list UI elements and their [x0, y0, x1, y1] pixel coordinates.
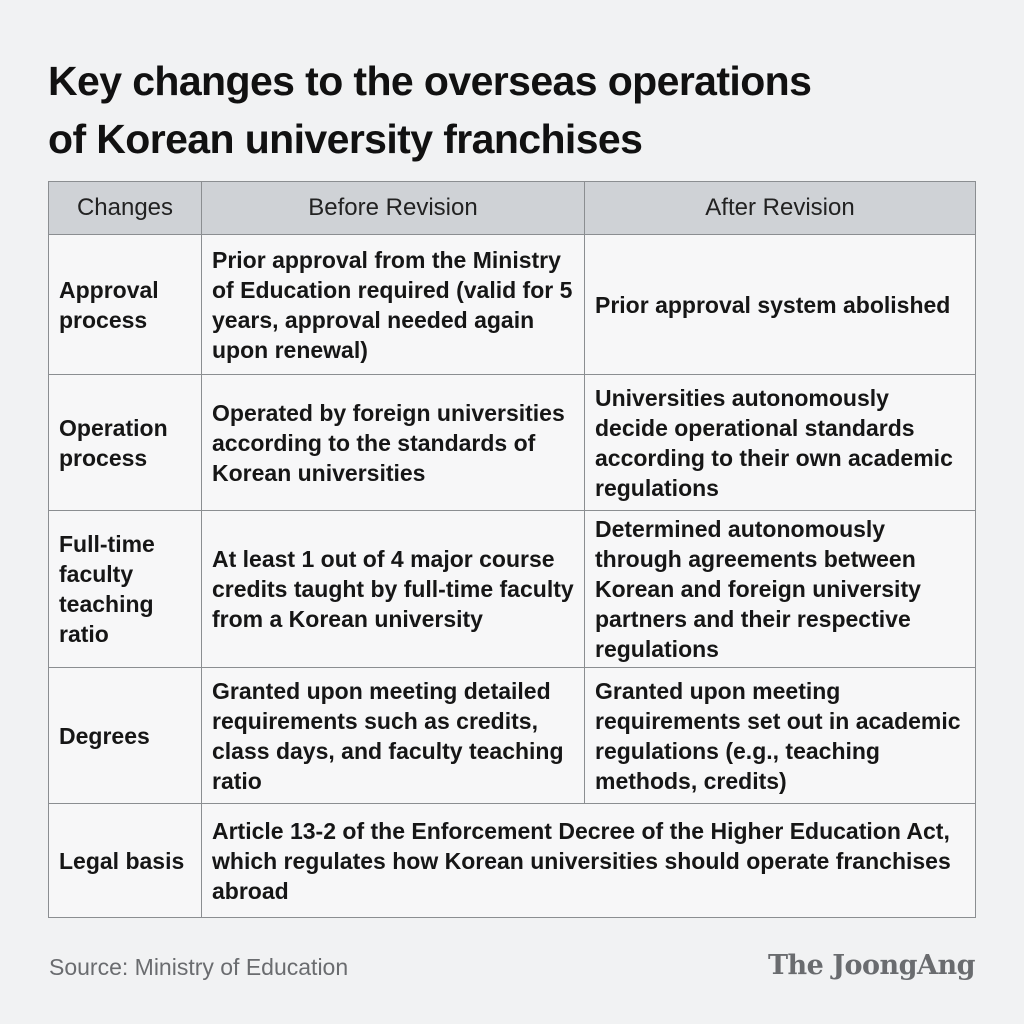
before-cell: Prior approval from the Ministry of Education required (valid for 5 years, approval needed again upon renewal): [202, 235, 585, 375]
changes-table: [48, 181, 976, 918]
page-title: [48, 52, 988, 168]
table-row-faculty-ratio: [49, 511, 976, 668]
before-cell: Granted upon meeting detailed requirements such as credits, class days, and faculty teaching ratio: [202, 668, 585, 804]
header-after-revision: After Revision: [585, 182, 976, 235]
joongang-logo: The JoongAng: [767, 950, 975, 981]
after-cell: Prior approval system abolished: [585, 235, 976, 375]
row-label: Operation process: [49, 375, 202, 511]
source-note: Source: Ministry of Education: [49, 954, 349, 980]
title-line-2: of Korean university franchises: [48, 116, 643, 162]
title-line-1: Key changes to the overseas operations: [48, 58, 812, 104]
row-label: Approval process: [49, 235, 202, 375]
table-row-degrees: [49, 668, 976, 804]
after-cell: Determined autonomously through agreements between Korean and foreign university partners and their respective regulations: [585, 511, 976, 668]
table-row-approval-process: [49, 235, 976, 375]
after-cell: Universities autonomously decide operational standards according to their own academic regulations: [585, 375, 976, 511]
table-row-legal-basis: [49, 804, 976, 918]
row-label: Full-time faculty teaching ratio: [49, 511, 202, 668]
before-cell: Operated by foreign universities according to the standards of Korean universities: [202, 375, 585, 511]
header-changes: Changes: [49, 182, 202, 235]
table-row-operation-process: [49, 375, 976, 511]
merged-cell: Article 13-2 of the Enforcement Decree of the Higher Education Act, which regulates how Korean universities should operate franchises abroad: [202, 804, 976, 918]
row-label: Degrees: [49, 668, 202, 804]
before-cell: At least 1 out of 4 major course credits taught by full-time faculty from a Korean university: [202, 511, 585, 668]
header-before-revision: Before Revision: [202, 182, 585, 235]
row-label: Legal basis: [49, 804, 202, 918]
table-header-row: [49, 182, 976, 235]
after-cell: Granted upon meeting requirements set out in academic regulations (e.g., teaching methods, credits): [585, 668, 976, 804]
